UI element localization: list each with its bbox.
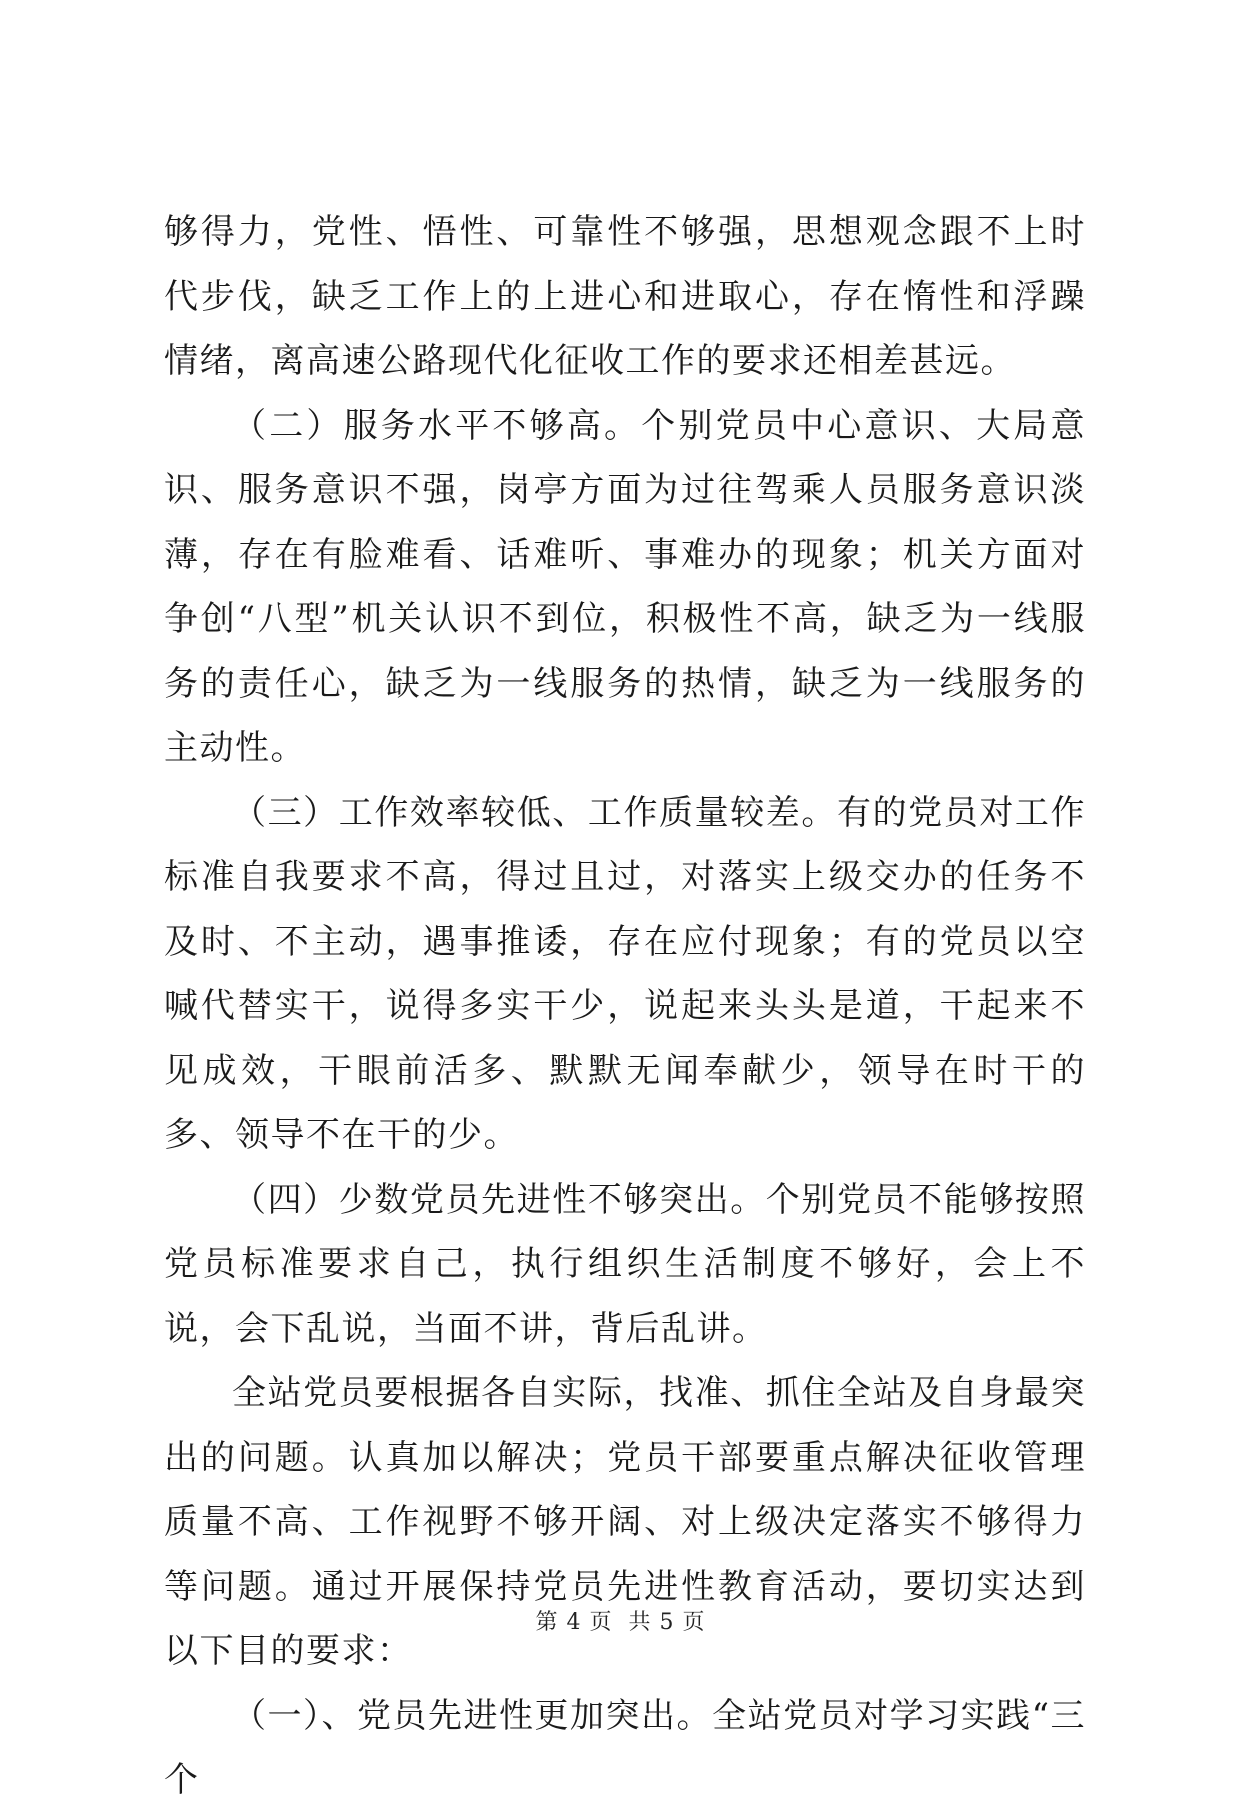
page-total: 共 5 页: [628, 1610, 706, 1635]
paragraph-service-level: （二）服务水平不够高。个别党员中心意识、大局意识、服务意识不强，岗亭方面为过往驾乘人员服务意识淡薄，存在有脸难看、话难听、事难办的现象；机关方面对争创“八型”机关认识不到位，积极性不高，缺乏为一线服务的责任心，缺乏为一线服务的热情，缺乏为一线服务的主动性。: [164, 405, 1086, 768]
paragraph-station-members: 全站党员要根据各自实际，找准、抓住全站及自身最突出的问题。认真加以解决；党员干部要重点解决征收管理质量不高、工作视野不够开阔、对上级决定落实不够得力等问题。通过开展保持党员先进性教育活动，要切实达到以下目的要求：: [164, 1373, 1086, 1671]
paragraph-work-efficiency: （三）工作效率较低、工作质量较差。有的党员对工作标准自我要求不高，得过且过，对落实上级交办的任务不及时、不主动，遇事推诿，存在应付现象；有的党员以空喊代替实干，说得多实干少，说起来头头是道，干起来不见成效，干眼前活多、默默无闻奉献少，领导在时干的多、领导不在干的少。: [164, 792, 1086, 1155]
paragraph-party-member-advancement: （四）少数党员先进性不够突出。个别党员不能够按照党员标准要求自己，执行组织生活制度不够好，会上不说，会下乱说，当面不讲，背后乱讲。: [164, 1179, 1086, 1349]
page-footer: [0, 1605, 1241, 1636]
page-number: 第 4 页: [535, 1610, 613, 1635]
paragraph-goal-one: （一）、党员先进性更加突出。全站党员对学习实践“三个: [164, 1695, 1086, 1800]
paragraph-continued: 够得力，党性、悟性、可靠性不够强，思想观念跟不上时代步伐，缺乏工作上的上进心和进取心，存在惰性和浮躁情绪，离高速公路现代化征收工作的要求还相差甚远。: [164, 212, 1086, 381]
document-body: [164, 200, 1086, 1813]
